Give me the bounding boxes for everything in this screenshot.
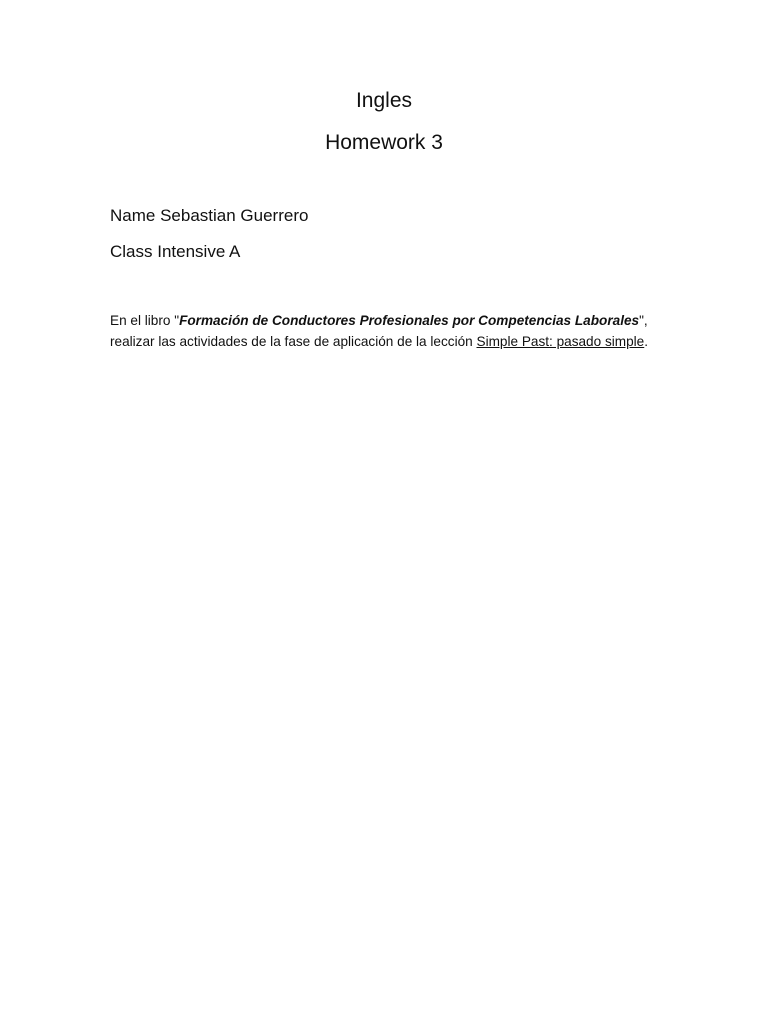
class-name: Class Intensive A (110, 242, 241, 261)
instructions-suffix: . (644, 334, 649, 349)
instructions-paragraph (110, 310, 650, 352)
assignment-title: Homework 3 (325, 131, 443, 154)
instructions-middle: ", realizar las actividades de la fase de aplicación de la lección (110, 313, 648, 349)
subject-title: Ingles (355, 89, 413, 112)
student-name: Name Sebastian Guerrero (110, 206, 309, 225)
lesson-link[interactable]: Simple Past: pasado simple (476, 334, 645, 349)
book-title: Formación de Conductores Profesionales por Competencias Laborales (179, 313, 640, 328)
instructions-prefix: En el libro " (110, 313, 180, 328)
